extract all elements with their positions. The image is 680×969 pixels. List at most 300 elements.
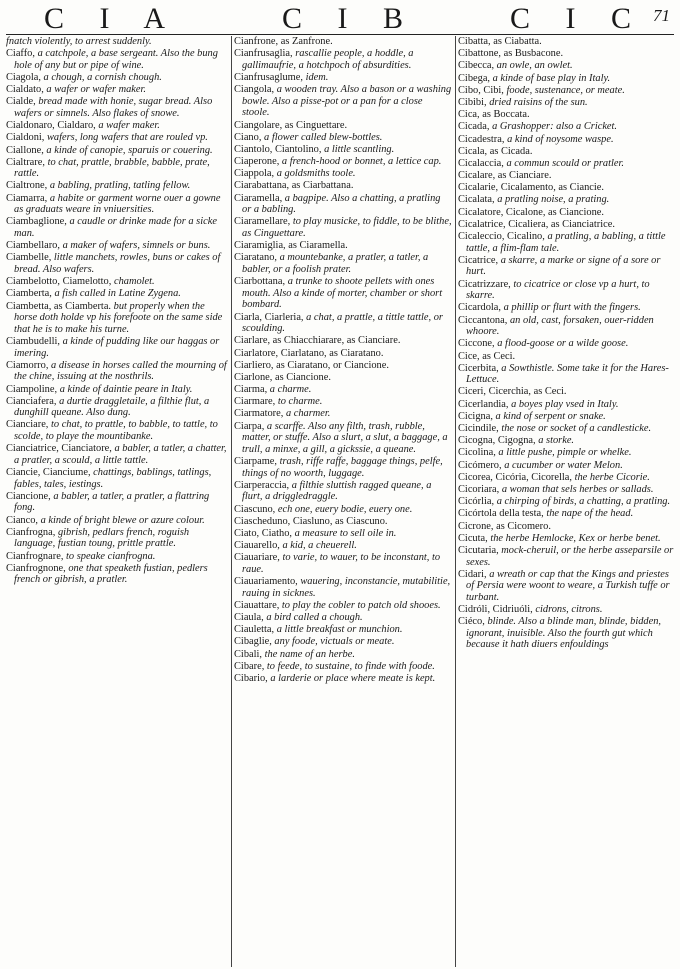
dictionary-entry xyxy=(458,134,674,146)
entry-headword: Cicalare, as Cianciare. xyxy=(458,170,552,182)
entry-headword: Ciéco, xyxy=(458,616,485,628)
entry-definition: to feede, to sustaine, to finde with foode. xyxy=(266,660,435,672)
entry-headword: Cice, as Ceci. xyxy=(458,350,516,362)
dictionary-entry xyxy=(6,443,228,466)
dictionary-entry xyxy=(6,527,228,550)
dictionary-entry xyxy=(458,447,674,459)
entry-definition: a kinde of daintie peare in Italy. xyxy=(59,383,193,395)
entry-headword: Cicolina, xyxy=(458,447,496,459)
dictionary-entry xyxy=(234,600,452,612)
dictionary-entry xyxy=(458,109,674,121)
entry-headword: Cianfrone, as Zanfrone. xyxy=(234,36,333,47)
entry-headword: Cicutaria, xyxy=(458,544,499,556)
dictionary-entry xyxy=(234,673,452,685)
entry-headword: Cibecca, xyxy=(458,60,495,72)
dictionary-entry xyxy=(234,396,452,408)
dictionary-entry xyxy=(234,504,452,516)
entry-definition: a little pushe, pimple or whelke. xyxy=(498,447,632,459)
entry-definition: chamolet. xyxy=(113,276,155,288)
entry-definition: to varie, to wauer, to be inconstant, to raue. xyxy=(242,552,441,575)
entry-headword: Ciambelotto, Ciamelotto, xyxy=(6,276,112,288)
entry-definition: a larderie or place where meate is kept. xyxy=(270,673,436,685)
running-header xyxy=(6,4,674,35)
entry-definition: a storke. xyxy=(538,435,575,447)
dictionary-entry xyxy=(458,279,674,302)
dictionary-entry xyxy=(234,84,452,119)
entry-headword: Ciarma, xyxy=(234,384,268,396)
dictionary-entry xyxy=(234,36,452,48)
entry-headword: Ciampoline, xyxy=(6,383,58,395)
entry-headword: Cicuta, xyxy=(458,532,488,544)
entry-definition: trash, riffe raffe, baggage things, pelfe, things of no woorth, luggage. xyxy=(242,456,443,479)
entry-definition: a charmer. xyxy=(285,408,331,420)
dictionary-entry xyxy=(234,421,452,456)
dictionary-entry xyxy=(234,516,452,528)
entry-headword: Ciangola, xyxy=(234,84,275,96)
dictionary-entry xyxy=(234,384,452,396)
entry-definition: a babling, pratling, tatling fellow. xyxy=(49,180,191,192)
entry-headword: Cicómero, xyxy=(458,459,502,471)
dictionary-entry xyxy=(234,144,452,156)
dictionary-entry xyxy=(6,360,228,383)
entry-headword: Cicalatore, Cicalone, as Ciancione. xyxy=(458,206,604,218)
dictionary-entry xyxy=(6,48,228,71)
entry-headword: Ciauletta, xyxy=(234,624,275,636)
entry-headword: Ciantolo, Ciantolino, xyxy=(234,143,322,155)
entry-headword: Cicerlandia, xyxy=(458,398,509,410)
entry-definition: a boyes play vsed in Italy. xyxy=(511,398,619,410)
entry-headword: Ciaramellare, xyxy=(234,216,291,228)
entry-definition: a durtie draggletaile, a filthie flut, a dunghill queane. Also dung. xyxy=(14,395,210,419)
column-3 xyxy=(458,36,674,967)
entry-definition: wafers, long wafers that are rouled vp. xyxy=(47,132,208,144)
entry-definition: chattings, bablings, tatlings, fables, tales, iestings. xyxy=(14,467,212,490)
dictionary-entry xyxy=(234,372,452,384)
entry-definition: wauering, inconstancie, mutabilitie, rauing in sicknes. xyxy=(242,576,451,599)
entry-headword: Ciccantona, xyxy=(458,314,508,326)
entry-definition: a little breakfast or munchion. xyxy=(276,624,403,636)
entry-definition: blinde. Also a blinde man, blinde, bidden, ignorant, inuisible. Also the fourth gut which because it hath diuers enfouldings xyxy=(466,616,661,651)
dictionary-entry xyxy=(234,312,452,335)
entry-definition: a scarffe. Also any filth, trash, rubble, matter, or stuffe. Also a slurt, a slut, a baggage, a trull, a minxe, a gill, a gickssie, a queane. xyxy=(242,420,448,455)
dictionary-entry xyxy=(458,219,674,231)
dictionary-entry xyxy=(458,194,674,206)
entry-headword: Cicorea, Cicória, Cicorella, xyxy=(458,471,572,483)
entry-headword: Cicala, as Cicada. xyxy=(458,145,533,157)
entry-headword: Ciaratano, xyxy=(234,252,277,264)
entry-headword: Cianco, xyxy=(6,514,39,526)
entry-headword: Cibario, xyxy=(234,673,268,685)
entry-definition: a kinde of canopie, sparuis or couering. xyxy=(46,144,213,156)
dictionary-entry xyxy=(6,180,228,192)
entry-definition: a chirping of birds, a chatting, a pratling. xyxy=(496,496,671,508)
column-2 xyxy=(234,36,452,967)
entry-definition: a goldsmiths toole. xyxy=(276,168,356,180)
dictionary-entry xyxy=(234,480,452,503)
dictionary-entry xyxy=(6,515,228,527)
entry-headword: Ciamarra, xyxy=(6,192,48,204)
dictionary-entry xyxy=(6,276,228,288)
entry-headword: Cibega, xyxy=(458,72,491,84)
entry-definition: gibrish, pedlars french, roguish language, fustian toung, prittle prattle. xyxy=(14,526,190,550)
dictionary-entry xyxy=(234,335,452,347)
entry-headword: Cibatta, as Ciabatta. xyxy=(458,36,542,47)
dictionary-entry xyxy=(6,491,228,514)
entry-definition: mock-cheruil, or the herbe asseparsile or sexes. xyxy=(466,544,674,568)
entry-definition: a catchpole, a base sergeant. Also the bung hole of any but or pipe of wine. xyxy=(14,48,218,71)
entry-headword: Ciascheduno, Ciasluno, as Ciascuno. xyxy=(234,515,388,527)
dictionary-entry xyxy=(6,252,228,275)
dictionary-entry xyxy=(234,120,452,132)
dictionary-entry xyxy=(6,120,228,132)
entry-headword: Ciancione, xyxy=(6,490,51,502)
entry-headword: Cicada, xyxy=(458,121,490,133)
entry-headword: Cibattone, as Busbacone. xyxy=(458,48,564,60)
entry-headword: Cianciatrice, Cianciatore, xyxy=(6,443,112,455)
column-rule xyxy=(455,36,456,967)
entry-definition: foode, sustenance, or meate. xyxy=(506,84,625,96)
entry-definition: to chat, prattle, brabble, babble, prate, rattle. xyxy=(14,156,210,180)
dictionary-entry xyxy=(458,508,674,520)
entry-definition: dried raisins of the sun. xyxy=(489,96,588,108)
entry-definition: a caudle or drinke made for a sicke man. xyxy=(14,216,217,240)
dictionary-entry xyxy=(458,85,674,97)
dictionary-entry xyxy=(6,157,228,180)
entry-headword: Ciauariare, xyxy=(234,552,280,564)
entry-headword: Cicalata, xyxy=(458,194,495,206)
dictionary-entry xyxy=(6,301,228,336)
entry-headword: Ciauattare, xyxy=(234,599,280,611)
entry-headword: Cicórlia, xyxy=(458,496,495,508)
dictionary-entry xyxy=(6,36,228,48)
entry-headword: Cianciare, xyxy=(6,419,49,431)
entry-definition: a kid, a cheuerell. xyxy=(282,540,357,552)
entry-definition: a chat, a prattle, a tittle tattle, or scoulding. xyxy=(242,311,443,335)
dictionary-entry xyxy=(458,460,674,472)
entry-headword: Ciarabattana, as Ciarbattana. xyxy=(234,180,354,192)
dictionary-entry xyxy=(6,288,228,300)
entry-headword: Cialde, xyxy=(6,96,36,108)
entry-headword: Cicrone, as Cicomero. xyxy=(458,520,551,532)
dictionary-entry xyxy=(458,545,674,568)
entry-definition: a kinde of bright blewe or azure colour. xyxy=(40,514,205,526)
entry-headword: Cidróli, Cidriuóli, xyxy=(458,604,533,616)
entry-headword: Cialtrare, xyxy=(6,156,45,168)
dictionary-entry xyxy=(234,252,452,275)
dictionary-entry xyxy=(6,240,228,252)
dictionary-entry xyxy=(458,170,674,182)
entry-definition: a flower called blew-bottles. xyxy=(264,131,383,143)
entry-headword: Cibali, xyxy=(234,648,262,660)
entry-headword: Cica, as Boccata. xyxy=(458,109,530,121)
dictionary-entry xyxy=(6,467,228,490)
dictionary-entry xyxy=(6,216,228,239)
dictionary-entry xyxy=(458,496,674,508)
dictionary-entry xyxy=(6,72,228,84)
entry-headword: Cicoriara, xyxy=(458,483,500,495)
entry-headword: Ciamberta, xyxy=(6,288,52,300)
entry-columns xyxy=(6,36,674,967)
entry-definition: a pratling noise, a prating. xyxy=(497,194,610,206)
entry-definition: to cicatrice or close vp a hurt, to skarre. xyxy=(466,278,650,302)
dictionary-entry xyxy=(234,624,452,636)
entry-definition: a wafer maker. xyxy=(98,120,160,132)
entry-headword: Ciccone, xyxy=(458,338,495,350)
dictionary-entry xyxy=(458,411,674,423)
entry-definition: a habite or garment worne ouer a gowne as graduats weare in vniuersities. xyxy=(14,192,221,216)
entry-headword: Cialdonaro, Cialdaro, xyxy=(6,120,96,132)
entry-headword: Cibare, xyxy=(234,660,265,672)
entry-definition: a disease in horses called the mourning of the chine, issuing at the nosthrils. xyxy=(14,359,227,383)
entry-definition: to play the cobler to patch old shooes. xyxy=(281,599,441,611)
entry-headword: Cicadestra, xyxy=(458,133,505,145)
dictionary-entry xyxy=(234,168,452,180)
entry-definition: the nose or socket of a candlesticke. xyxy=(501,423,652,435)
dictionary-entry xyxy=(458,48,674,60)
entry-definition: a chough, a cornish chough. xyxy=(43,71,162,83)
entry-headword: Ciarbottana, xyxy=(234,276,286,288)
entry-definition: to speake cianfrogna. xyxy=(66,550,156,562)
entry-definition: a woman that sels herbes or sallads. xyxy=(501,483,654,495)
entry-definition: a flood-goose or a wilde goose. xyxy=(497,338,629,350)
entry-headword: Ciambaglione, xyxy=(6,216,67,228)
entry-definition: a mountebanke, a pratler, a tatler, a babler, or a foolish prater. xyxy=(242,252,429,275)
entry-definition: a Grashopper: also a Cricket. xyxy=(492,121,618,133)
entry-headword: Cicindile, xyxy=(458,423,499,435)
entry-headword: Ciano, xyxy=(234,131,262,143)
dictionary-entry xyxy=(6,563,228,586)
dictionary-entry xyxy=(458,569,674,604)
entry-definition: a wooden tray. Also a bason or a washing bowle. Also a pisse-pot or a pan for a close stoole. xyxy=(242,84,452,119)
dictionary-entry xyxy=(234,528,452,540)
dictionary-entry xyxy=(458,521,674,533)
entry-definition: a fish called in Latine Zygena. xyxy=(54,288,181,300)
entry-definition: a kinde of pudding like our haggas or imering. xyxy=(14,335,220,359)
entry-headword: Cicogna, Cigogna, xyxy=(458,435,536,447)
dictionary-entry xyxy=(6,336,228,359)
entry-definition: a phillip or flurt with the fingers. xyxy=(503,302,641,314)
dictionary-entry xyxy=(234,649,452,661)
entry-headword: Ciaula, xyxy=(234,612,264,624)
dictionary-entry xyxy=(458,386,674,398)
entry-definition: the herbe Cicorie. xyxy=(574,471,650,483)
dictionary-entry xyxy=(234,360,452,372)
dictionary-entry xyxy=(6,193,228,216)
entry-headword: Cicerbita, xyxy=(458,362,499,374)
dictionary-entry xyxy=(458,73,674,85)
entry-headword: Cicatrice, xyxy=(458,254,499,266)
entry-headword: Ciallone, xyxy=(6,144,44,156)
dictionary-entry xyxy=(458,435,674,447)
entry-headword: Cidari, xyxy=(458,568,487,580)
entry-headword: Ciarmatore, xyxy=(234,408,284,420)
entry-headword: Ciaffo, xyxy=(6,48,35,60)
dictionary-entry xyxy=(234,661,452,673)
dictionary-entry xyxy=(458,255,674,278)
guide-word-center: C I B xyxy=(282,2,418,35)
entry-definition: a filthie sluttish ragged queane, a flurt, a driggledraggle. xyxy=(242,479,432,503)
entry-definition: a measure to sell oile in. xyxy=(294,527,397,539)
dictionary-entry xyxy=(234,348,452,360)
dictionary-entry xyxy=(234,552,452,575)
entry-headword: Ciarpa, xyxy=(234,420,265,432)
entry-headword: Cibaglie, xyxy=(234,636,272,648)
dictionary-entry xyxy=(6,384,228,396)
dictionary-entry xyxy=(458,146,674,158)
dictionary-entry xyxy=(6,396,228,419)
dictionary-entry xyxy=(234,576,452,599)
entry-headword: Cicardola, xyxy=(458,302,501,314)
dictionary-entry xyxy=(458,97,674,109)
dictionary-entry xyxy=(234,72,452,84)
entry-headword: Ciceri, Cicerchia, as Ceci. xyxy=(458,386,567,398)
entry-definition: a kind of noysome waspe. xyxy=(507,133,614,145)
entry-definition: the nape of the head. xyxy=(546,508,634,520)
column-rule xyxy=(231,36,232,967)
dictionary-entry xyxy=(458,182,674,194)
dictionary-entry xyxy=(234,216,452,239)
entry-headword: Cicórtola della testa, xyxy=(458,508,544,520)
entry-headword: Ciappola, xyxy=(234,168,275,180)
entry-headword: Ciagola, xyxy=(6,71,41,83)
entry-headword: Ciarlone, as Ciancione. xyxy=(234,371,331,383)
entry-definition: a maker of wafers, simnels or buns. xyxy=(62,240,211,252)
entry-headword: Ciarperaccia, xyxy=(234,479,290,491)
entry-definition: a skarre, a marke or signe of a sore or hurt. xyxy=(466,254,661,278)
dictionary-entry xyxy=(234,408,452,420)
entry-headword: Ciarmare, xyxy=(234,396,276,408)
dictionary-entry xyxy=(234,240,452,252)
entry-headword: Ciambelle, xyxy=(6,252,52,264)
dictionary-entry xyxy=(458,472,674,484)
dictionary-entry xyxy=(234,276,452,311)
entry-headword: Cicalaccia, xyxy=(458,157,504,169)
entry-definition: a wafer or wafer maker. xyxy=(46,84,146,96)
entry-definition: an old, cast, forsaken, ouer-ridden whoore. xyxy=(466,314,654,338)
entry-definition: a Sowthistle. Some take it for the Hares-Lettuce. xyxy=(466,362,669,386)
entry-definition: a bird called a chough. xyxy=(266,612,363,624)
dictionary-entry xyxy=(458,616,674,651)
entry-headword: Cicalarie, Cicalamento, as Ciancie. xyxy=(458,182,604,194)
entry-definition: a charme. xyxy=(269,384,312,396)
dictionary-entry xyxy=(458,351,674,363)
dictionary-entry xyxy=(234,612,452,624)
dictionary-entry xyxy=(458,363,674,386)
entry-headword: Ciato, Ciatho, xyxy=(234,527,293,539)
entry-definition: the name of an herbe. xyxy=(264,648,355,660)
dictionary-entry xyxy=(234,636,452,648)
entry-definition: a babler, a tatler, a pratler, a flattring fong. xyxy=(14,490,210,514)
entry-headword: Ciarlatore, Ciarlatano, as Ciaratano. xyxy=(234,347,384,359)
entry-headword: Ciambetta, as Ciamberta. xyxy=(6,300,112,312)
entry-headword: Cibibi, xyxy=(458,96,487,108)
entry-headword: Ciarpame, xyxy=(234,456,277,468)
entry-headword: Cianfrusaglume, xyxy=(234,71,303,83)
entry-headword: Ciaramiglia, as Ciaramella. xyxy=(234,240,348,252)
entry-headword: Ciaramella, xyxy=(234,192,283,204)
entry-headword: Ciarlare, as Chiacchiarare, as Cianciare. xyxy=(234,335,401,347)
dictionary-entry xyxy=(234,132,452,144)
entry-definition: an owle, an owlet. xyxy=(496,60,573,72)
entry-definition: idem. xyxy=(305,71,329,83)
entry-headword: Cianfrusaglia, xyxy=(234,48,293,60)
entry-definition: a cucumber or water Melon. xyxy=(504,459,623,471)
dictionary-entry xyxy=(6,551,228,563)
entry-definition: a kinde of base play in Italy. xyxy=(492,72,611,84)
entry-definition: to play musicke, to fiddle, to be blithe, as Cinguettare. xyxy=(242,216,452,240)
entry-definition: but properly when the horse doth holde vp his forefoote on the same side that he is to make his turne. xyxy=(14,300,223,335)
entry-definition: a pratling, a babling, a tittle tattle, a flim-flam tale. xyxy=(466,231,666,254)
entry-definition: rascallie people, a hoddle, a gallimaufrie, a hotchpoch of absurdities. xyxy=(242,48,414,71)
entry-headword: Cicatrizzare, xyxy=(458,278,511,290)
entry-definition: a commun scould or pratler. xyxy=(506,157,624,169)
dictionary-entry xyxy=(6,96,228,119)
entry-headword: Cicaleccio, Cicalino, xyxy=(458,231,545,242)
entry-definition: a wreath or cap that the Kings and priestes of Persia were woont to weare, a Turkish tuffe or turbant. xyxy=(466,568,670,603)
entry-headword: Ciancie, Cianciume, xyxy=(6,467,91,479)
entry-headword: Cianciafera, xyxy=(6,395,57,407)
dictionary-entry xyxy=(234,193,452,216)
entry-headword: Cianfrogna, xyxy=(6,526,56,538)
dictionary-entry xyxy=(6,84,228,96)
dictionary-entry xyxy=(234,180,452,192)
dictionary-entry xyxy=(458,604,674,616)
dictionary-entry xyxy=(458,158,674,170)
entry-definition: any foode, victuals or meate. xyxy=(274,636,395,648)
dictionary-entry xyxy=(6,145,228,157)
entry-definition: a trunke to shoote pellets with ones mouth. Also a kinde of morter, chamber or short bombard. xyxy=(242,276,443,311)
dictionary-entry xyxy=(458,302,674,314)
dictionary-entry xyxy=(458,231,674,254)
dictionary-entry xyxy=(458,315,674,338)
entry-definition: cidrons, citrons. xyxy=(535,604,603,616)
entry-headword: Ciangolare, as Cinguettare. xyxy=(234,119,348,131)
dictionary-entry xyxy=(6,132,228,144)
guide-word-left: C I A xyxy=(44,2,180,35)
dictionary-entry xyxy=(458,399,674,411)
entry-definition: one that speaketh fustian, pedlers french or gibrish, a pratler. xyxy=(14,562,208,586)
entry-headword: Cicalatrice, Cicaliera, as Cianciatrice. xyxy=(458,218,615,230)
entry-headword: Ciaperone, xyxy=(234,156,280,168)
entry-definition: bread made with honie, sugar bread. Also wafers or simnels. Also flakes of snowe. xyxy=(14,96,213,119)
dictionary-entry xyxy=(234,540,452,552)
entry-headword: Ciauarello, xyxy=(234,540,280,552)
entry-headword: Ciambellaro, xyxy=(6,240,60,252)
dictionary-entry xyxy=(458,338,674,350)
dictionary-entry xyxy=(458,36,674,48)
dictionary-entry xyxy=(458,423,674,435)
entry-definition: the herbe Hemlocke, Kex or herbe benet. xyxy=(490,532,661,544)
dictionary-entry xyxy=(458,121,674,133)
entry-definition: fnatch violently, to arrest suddenly. xyxy=(6,36,152,47)
dictionary-entry xyxy=(458,207,674,219)
entry-definition: a little scantling. xyxy=(324,143,395,155)
column-1 xyxy=(6,36,228,967)
entry-headword: Ciarliero, as Ciaratano, or Ciancione. xyxy=(234,359,389,371)
entry-headword: Cialtrone, xyxy=(6,180,48,192)
entry-definition: a babler, a tatler, a chatter, a pratler, a scould, a little tattle. xyxy=(14,443,227,466)
entry-definition: little manchets, rowles, buns or cakes of bread. Also wafers. xyxy=(14,252,221,275)
entry-headword: Cianfrognare, xyxy=(6,550,64,562)
entry-headword: Ciambudelli, xyxy=(6,335,60,347)
dictionary-entry xyxy=(234,456,452,479)
entry-definition: a kind of serpent or snake. xyxy=(495,410,606,422)
entry-headword: Cialdoni, xyxy=(6,132,45,144)
entry-definition: a bagpipe. Also a chatting, a pratling or a babling. xyxy=(242,192,441,216)
entry-definition: to chat, to prattle, to babble, to tattle, to scolde, to playe the mountibanke. xyxy=(14,419,218,443)
entry-headword: Ciascuno, xyxy=(234,503,276,515)
entry-definition: to charme. xyxy=(277,396,323,408)
